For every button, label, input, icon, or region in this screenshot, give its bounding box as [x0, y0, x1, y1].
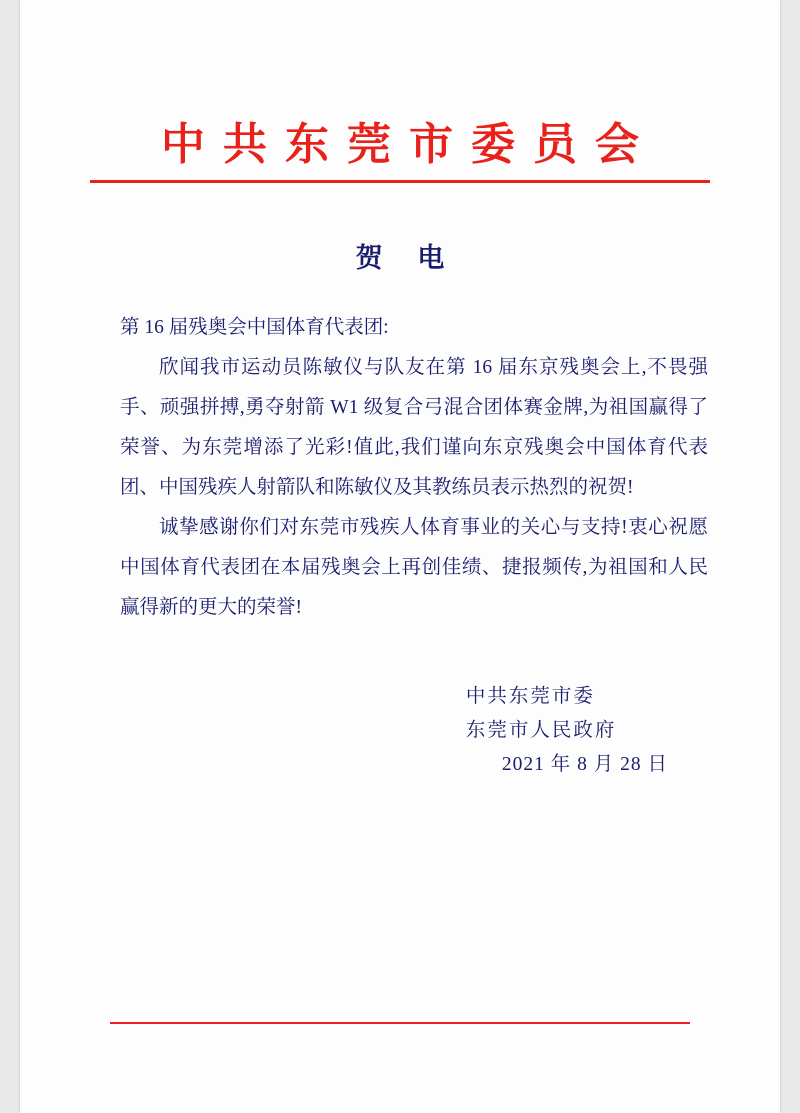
addressee-line: 第 16 届残奥会中国体育代表团:: [120, 317, 389, 338]
body-paragraph-2: 诚挚感谢你们对东莞市残疾人体育事业的关心与支持!衷心祝愿中国体育代表团在本届残奥会上再创佳绩、捷报频传,为祖国和人民赢得新的更大的荣誉!: [120, 517, 708, 618]
masthead-divider-top: [90, 180, 710, 183]
signature-date: 2021 年 8 月 28 日: [501, 754, 668, 775]
document-inner: [20, 0, 780, 1113]
signature-organization-1: 中共东莞市委: [465, 686, 595, 707]
signature-organization-2: 东莞市人民政府: [465, 720, 617, 741]
footer-divider: [110, 1022, 690, 1024]
masthead-title: 中共东莞市委员会: [161, 119, 657, 170]
document-body: [120, 308, 708, 628]
body-paragraph-1: 欣闻我市运动员陈敏仪与队友在第 16 届东京残奥会上,不畏强手、顽强拼搏,勇夺射箭 W1 级复合弓混合团体赛金牌,为祖国赢得了荣誉、为东莞增添了光彩!值此,我们谨向东京残奥会中国体育代表团、中国残疾人射箭队和陈敏仪及其教练员表示热烈的祝贺!: [120, 357, 708, 498]
page-title: 贺 电: [355, 243, 459, 273]
signature-block: [466, 680, 668, 782]
document-page: [20, 0, 780, 1113]
